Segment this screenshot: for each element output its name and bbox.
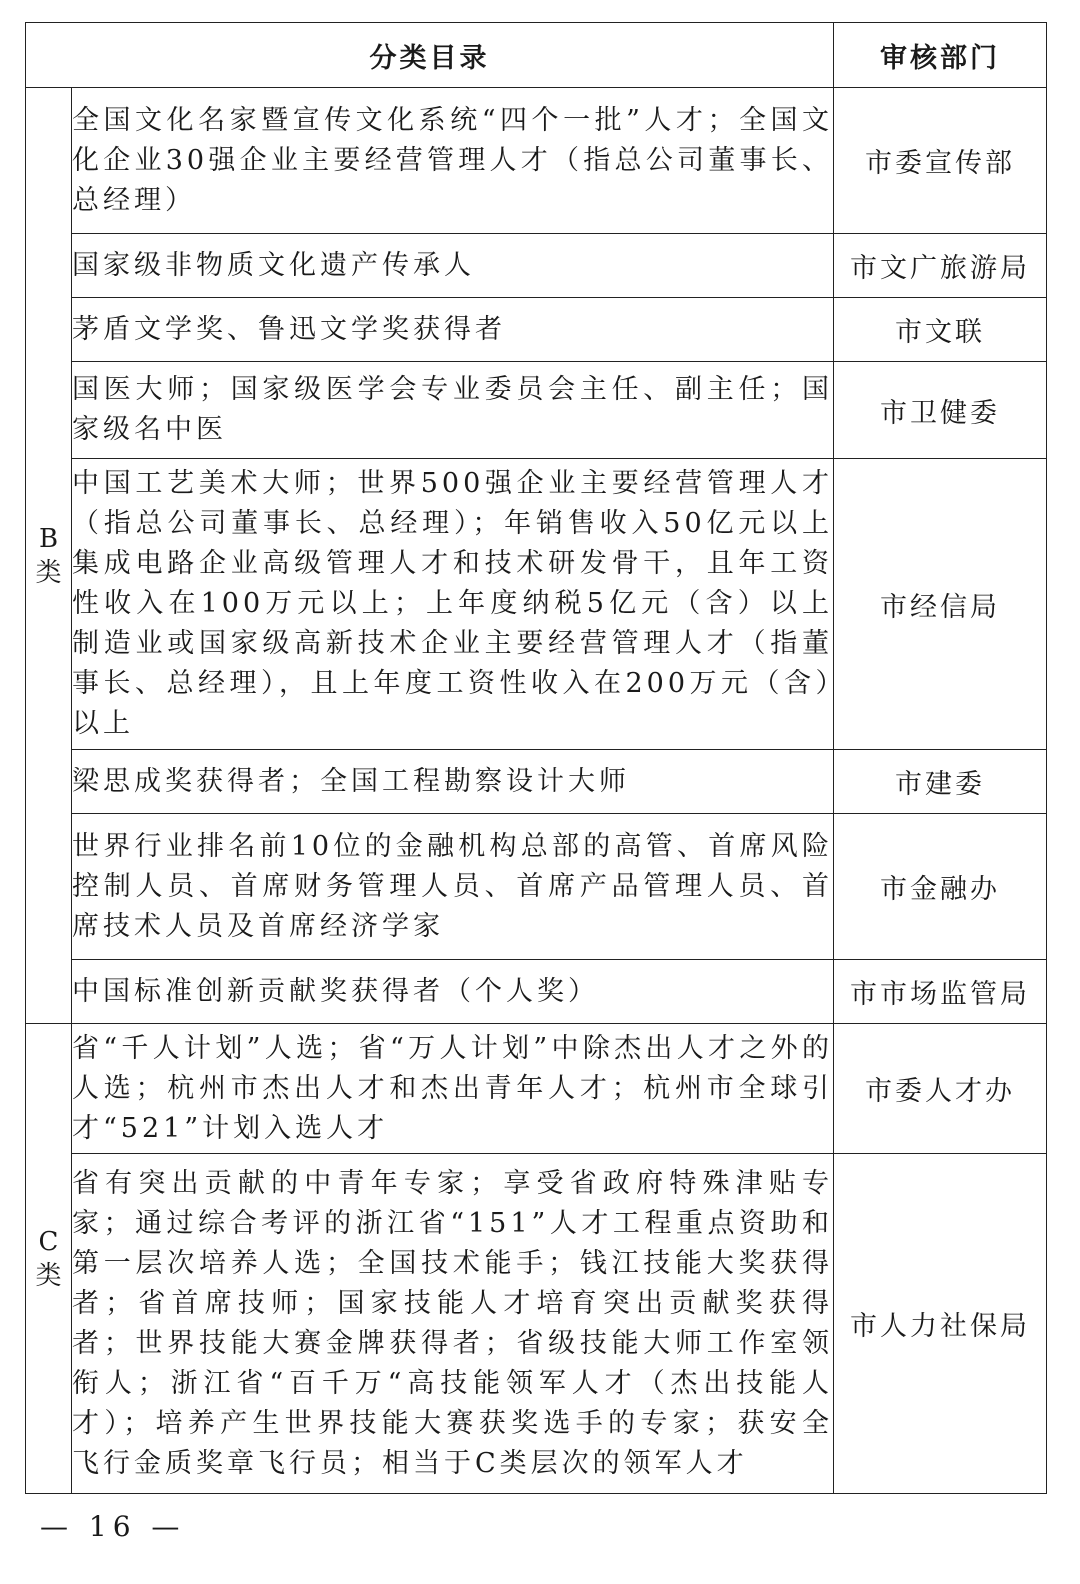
table-row (26, 362, 1047, 459)
table-row (26, 814, 1047, 960)
department-cell: 市卫健委 (834, 362, 1047, 459)
category-item: 中国标准创新贡献奖获得者（个人奖） (72, 960, 834, 1024)
class-word: 类 (35, 557, 62, 588)
table-row (26, 88, 1047, 234)
category-item: 世界行业排名前10位的金融机构总部的高管、首席风险控制人员、首席财务管理人员、首席产品管理人员、首席技术人员及首席经济学家 (72, 814, 834, 960)
category-item: 国医大师；国家级医学会专业委员会主任、副主任；国家级名中医 (72, 362, 834, 459)
category-item: 梁思成奖获得者；全国工程勘察设计大师 (72, 750, 834, 814)
category-item: 省“千人计划”人选；省“万人计划”中除杰出人才之外的人选；杭州市杰出人才和杰出青年人才；杭州市全球引才“521”计划入选人才 (72, 1024, 834, 1154)
department-cell: 市委人才办 (834, 1024, 1047, 1154)
category-item: 茅盾文学奖、鲁迅文学奖获得者 (72, 298, 834, 362)
table-row (26, 1154, 1047, 1494)
category-item: 国家级非物质文化遗产传承人 (72, 234, 834, 298)
header-row (26, 23, 1047, 88)
department-cell: 市文联 (834, 298, 1047, 362)
category-item: 全国文化名家暨宣传文化系统“四个一批”人才；全国文化企业30强企业主要经营管理人才（指总公司董事长、总经理） (72, 88, 834, 234)
catalog-table (25, 22, 1047, 1494)
department-cell: 市建委 (834, 750, 1047, 814)
table-row (26, 1024, 1047, 1154)
table-row (26, 298, 1047, 362)
department-cell: 市委宣传部 (834, 88, 1047, 234)
department-cell: 市市场监管局 (834, 960, 1047, 1024)
class-letter: B (38, 523, 59, 554)
table-row (26, 960, 1047, 1024)
department-cell: 市经信局 (834, 459, 1047, 750)
header-category: 分类目录 (26, 23, 834, 88)
class-c-label (26, 1024, 72, 1494)
class-word: 类 (35, 1260, 62, 1291)
department-cell: 市人力社保局 (834, 1154, 1047, 1494)
table-row (26, 750, 1047, 814)
department-cell: 市文广旅游局 (834, 234, 1047, 298)
department-cell: 市金融办 (834, 814, 1047, 960)
table-row (26, 459, 1047, 750)
header-department: 审核部门 (834, 23, 1047, 88)
class-letter: C (38, 1226, 59, 1257)
category-item: 省有突出贡献的中青年专家；享受省政府特殊津贴专家；通过综合考评的浙江省“151”人才工程重点资助和第一层次培养人选；全国技术能手；钱江技能大奖获得者；省首席技师；国家技能人才培育突出贡献奖获得者；世界技能大赛金牌获得者；省级技能大师工作室领衔人；浙江省“百千万“高技能领军人才（杰出技能人才）；培养产生世界技能大赛获奖选手的专家；获安全飞行金质奖章飞行员；相当于C类层次的领军人才 (72, 1154, 834, 1494)
page-number: — 16 — (40, 1510, 186, 1543)
class-b-label (26, 88, 72, 1024)
category-item: 中国工艺美术大师；世界500强企业主要经营管理人才（指总公司董事长、总经理）；年销售收入50亿元以上集成电路企业高级管理人才和技术研发骨干，且年工资性收入在100万元以上；上年度纳税5亿元（含）以上制造业或国家级高新技术企业主要经营管理人才（指董事长、总经理），且上年度工资性收入在200万元（含）以上 (72, 459, 834, 750)
table-row (26, 234, 1047, 298)
